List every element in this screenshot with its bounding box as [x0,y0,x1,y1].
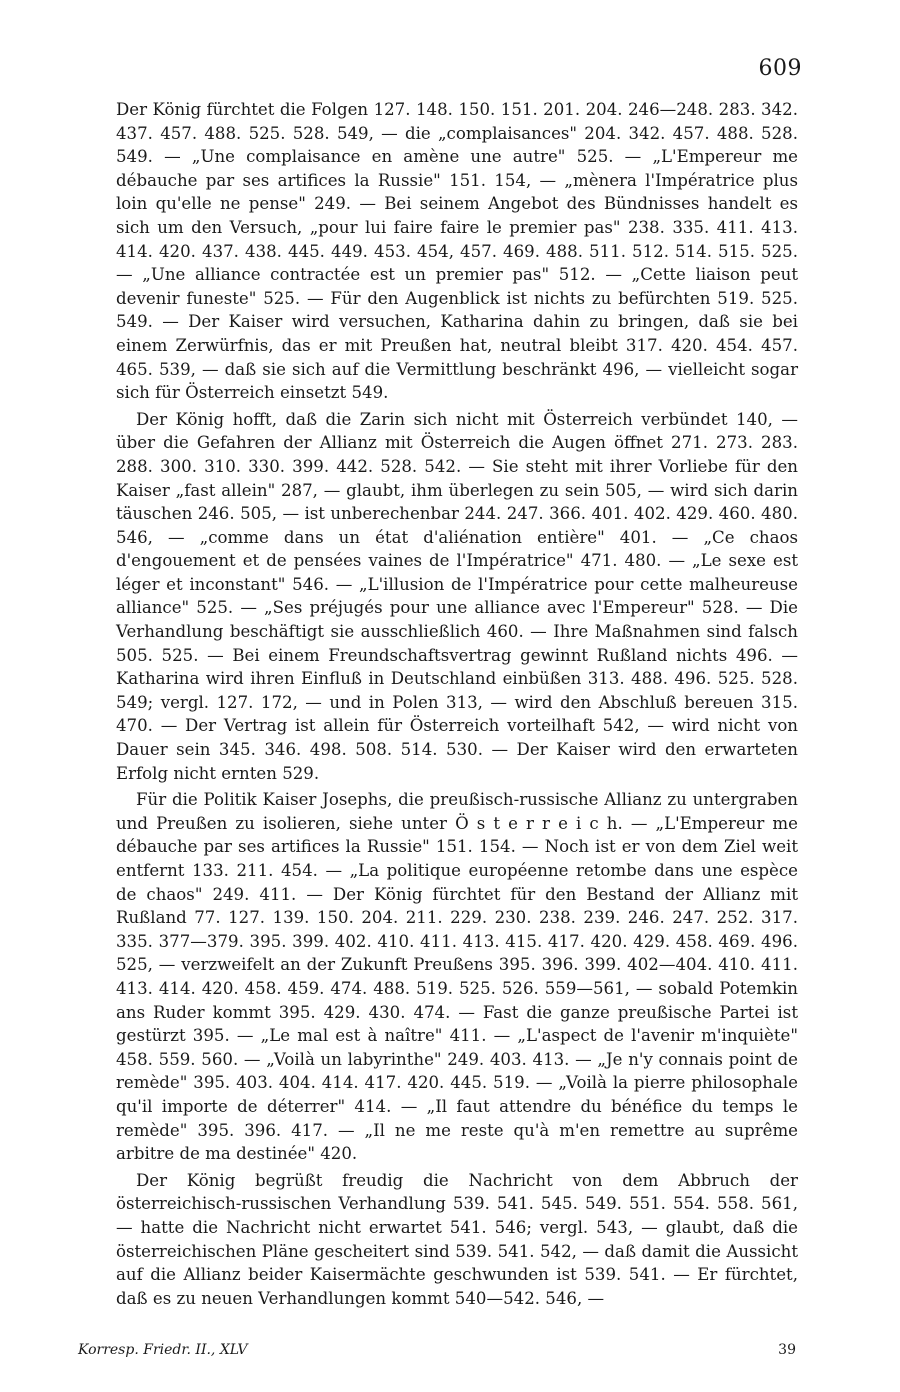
index-text-body [116,98,798,1310]
index-paragraph-3: Für die Politik Kaiser Josephs, die preußisch-russische Allianz zu untergraben und Preußen zu isolieren, siehe unter Ö s t e r r e i c h. — „L'Empereur me débauche par ses artifices la Russie" 151. 154. — Noch ist er von dem Ziel weit entfernt 133. 211. 454. — „La politique européenne retombe dans une espèce de chaos" 249. 411. — Der König fürchtet für den Bestand der Allianz mit Rußland 77. 127. 139. 150. 204. 211. 229. 230. 238. 239. 246. 247. 252. 317. 335. 377—379. 395. 399. 402. 410. 411. 413. 415. 417. 420. 429. 458. 469. 496. 525, — verzweifelt an der Zukunft Preußens 395. 396. 399. 402—404. 410. 411. 413. 414. 420. 458. 459. 474. 488. 519. 525. 526. 559—561, — sobald Potemkin ans Ruder kommt 395. 429. 430. 474. — Fast die ganze preußische Partei ist gestürzt 395. — „Le mal est à naître" 411. — „L'aspect de l'avenir m'inquiète" 458. 559. 560. — „Voilà un labyrinthe" 249. 403. 413. — „Je n'y connais point de remède" 395. 403. 404. 414. 417. 420. 445. 519. — „Voilà la pierre philosophale qu'il importe de déterrer" 414. — „Il faut attendre du bénéfice du temps le remède" 395. 396. 417. — „Il ne me reste qu'à m'en remettre au suprême arbitre de ma destinée" 420. [116,790,798,1164]
index-paragraph-2: Der König hofft, daß die Zarin sich nicht mit Österreich verbündet 140, — über die Gefahren der Allianz mit Österreich die Augen öffnet 271. 273. 283. 288. 300. 310. 330. 399. 442. 528. 542. — Sie steht mit ihrer Vorliebe für den Kaiser „fast allein" 287, — glaubt, ihm überlegen zu sein 505, — wird sich darin täuschen 246. 505, — ist unberechenbar 244. 247. 366. 401. 402. 429. 460. 480. 546, — „comme dans un état d'aliénation entière" 401. — „Ce chaos d'engouement et de pensées vaines de l'Impératrice" 471. 480. — „Le sexe est léger et inconstant" 546. — „L'illusion de l'Impératrice pour cette malheureuse alliance" 525. — „Ses préjugés pour une alliance avec l'Empereur" 528. — Die Verhandlung beschäftigt sie ausschließlich 460. — Ihre Maßnahmen sind falsch 505. 525. — Bei einem Freundschaftsvertrag gewinnt Rußland nichts 496. — Katharina wird ihren Einfluß in Deutschland einbüßen 313. 488. 496. 525. 528. 549; vergl. 127. 172, — und in Polen 313, — wird den Abschluß bereuen 315. 470. — Der Vertrag ist allein für Österreich vorteilhaft 542, — wird nicht von Dauer sein 345. 346. 498. 508. 514. 530. — Der Kaiser wird den erwarteten Erfolg nicht ernten 529. [116,409,798,783]
index-paragraph-4: Der König begrüßt freudig die Nachricht von dem Abbruch der österreichisch-russischen Verhandlung 539. 541. 545. 549. 551. 554. 558. 561, — hatte die Nachricht nicht erwartet 541. 546; vergl. 543, — glaubt, daß die österreichischen Pläne gescheitert sind 539. 541. 542, — daß damit die Aussicht auf die Allianz beider Kaisermächte geschwunden ist 539. 541. — Er fürchtet, daß es zu neuen Verhandlungen kommt 540—542. 546, — [116,1170,798,1308]
index-paragraph-1: Der König fürchtet die Folgen 127. 148. 150. 151. 201. 204. 246—248. 283. 342. 437. 457. 488. 525. 528. 549, — die „complaisances" 204. 342. 457. 488. 528. 549. — „Une complaisance en amène une autre" 525. — „L'Empereur me débauche par ses artifices la Russie" 151. 154, — „mènera l'Impératrice plus loin qu'elle ne pense" 249. — Bei seinem Angebot des Bündnisses handelt es sich um den Versuch, „pour lui faire faire le premier pas" 238. 335. 411. 413. 414. 420. 437. 438. 445. 449. 453. 454, 457. 469. 488. 511. 512. 514. 515. 525. — „Une alliance contractée est un premier pas" 512. — „Cette liaison peut devenir funeste" 525. — Für den Augenblick ist nichts zu befürchten 519. 525. 549. — Der Kaiser wird versuchen, Katharina dahin zu bringen, daß sie bei einem Zerwürfnis, das er mit Preußen hat, neutral bleibt 317. 420. 454. 457. 465. 539, — daß sie sich auf die Vermittlung beschränkt 496, — vielleicht sogar sich für Österreich einsetzt 549. [116,100,798,403]
footer-signature-mark: 39 [778,1342,796,1358]
page-number: 609 [758,56,802,81]
footer-publication: Korresp. Friedr. II., XLV [78,1342,248,1358]
